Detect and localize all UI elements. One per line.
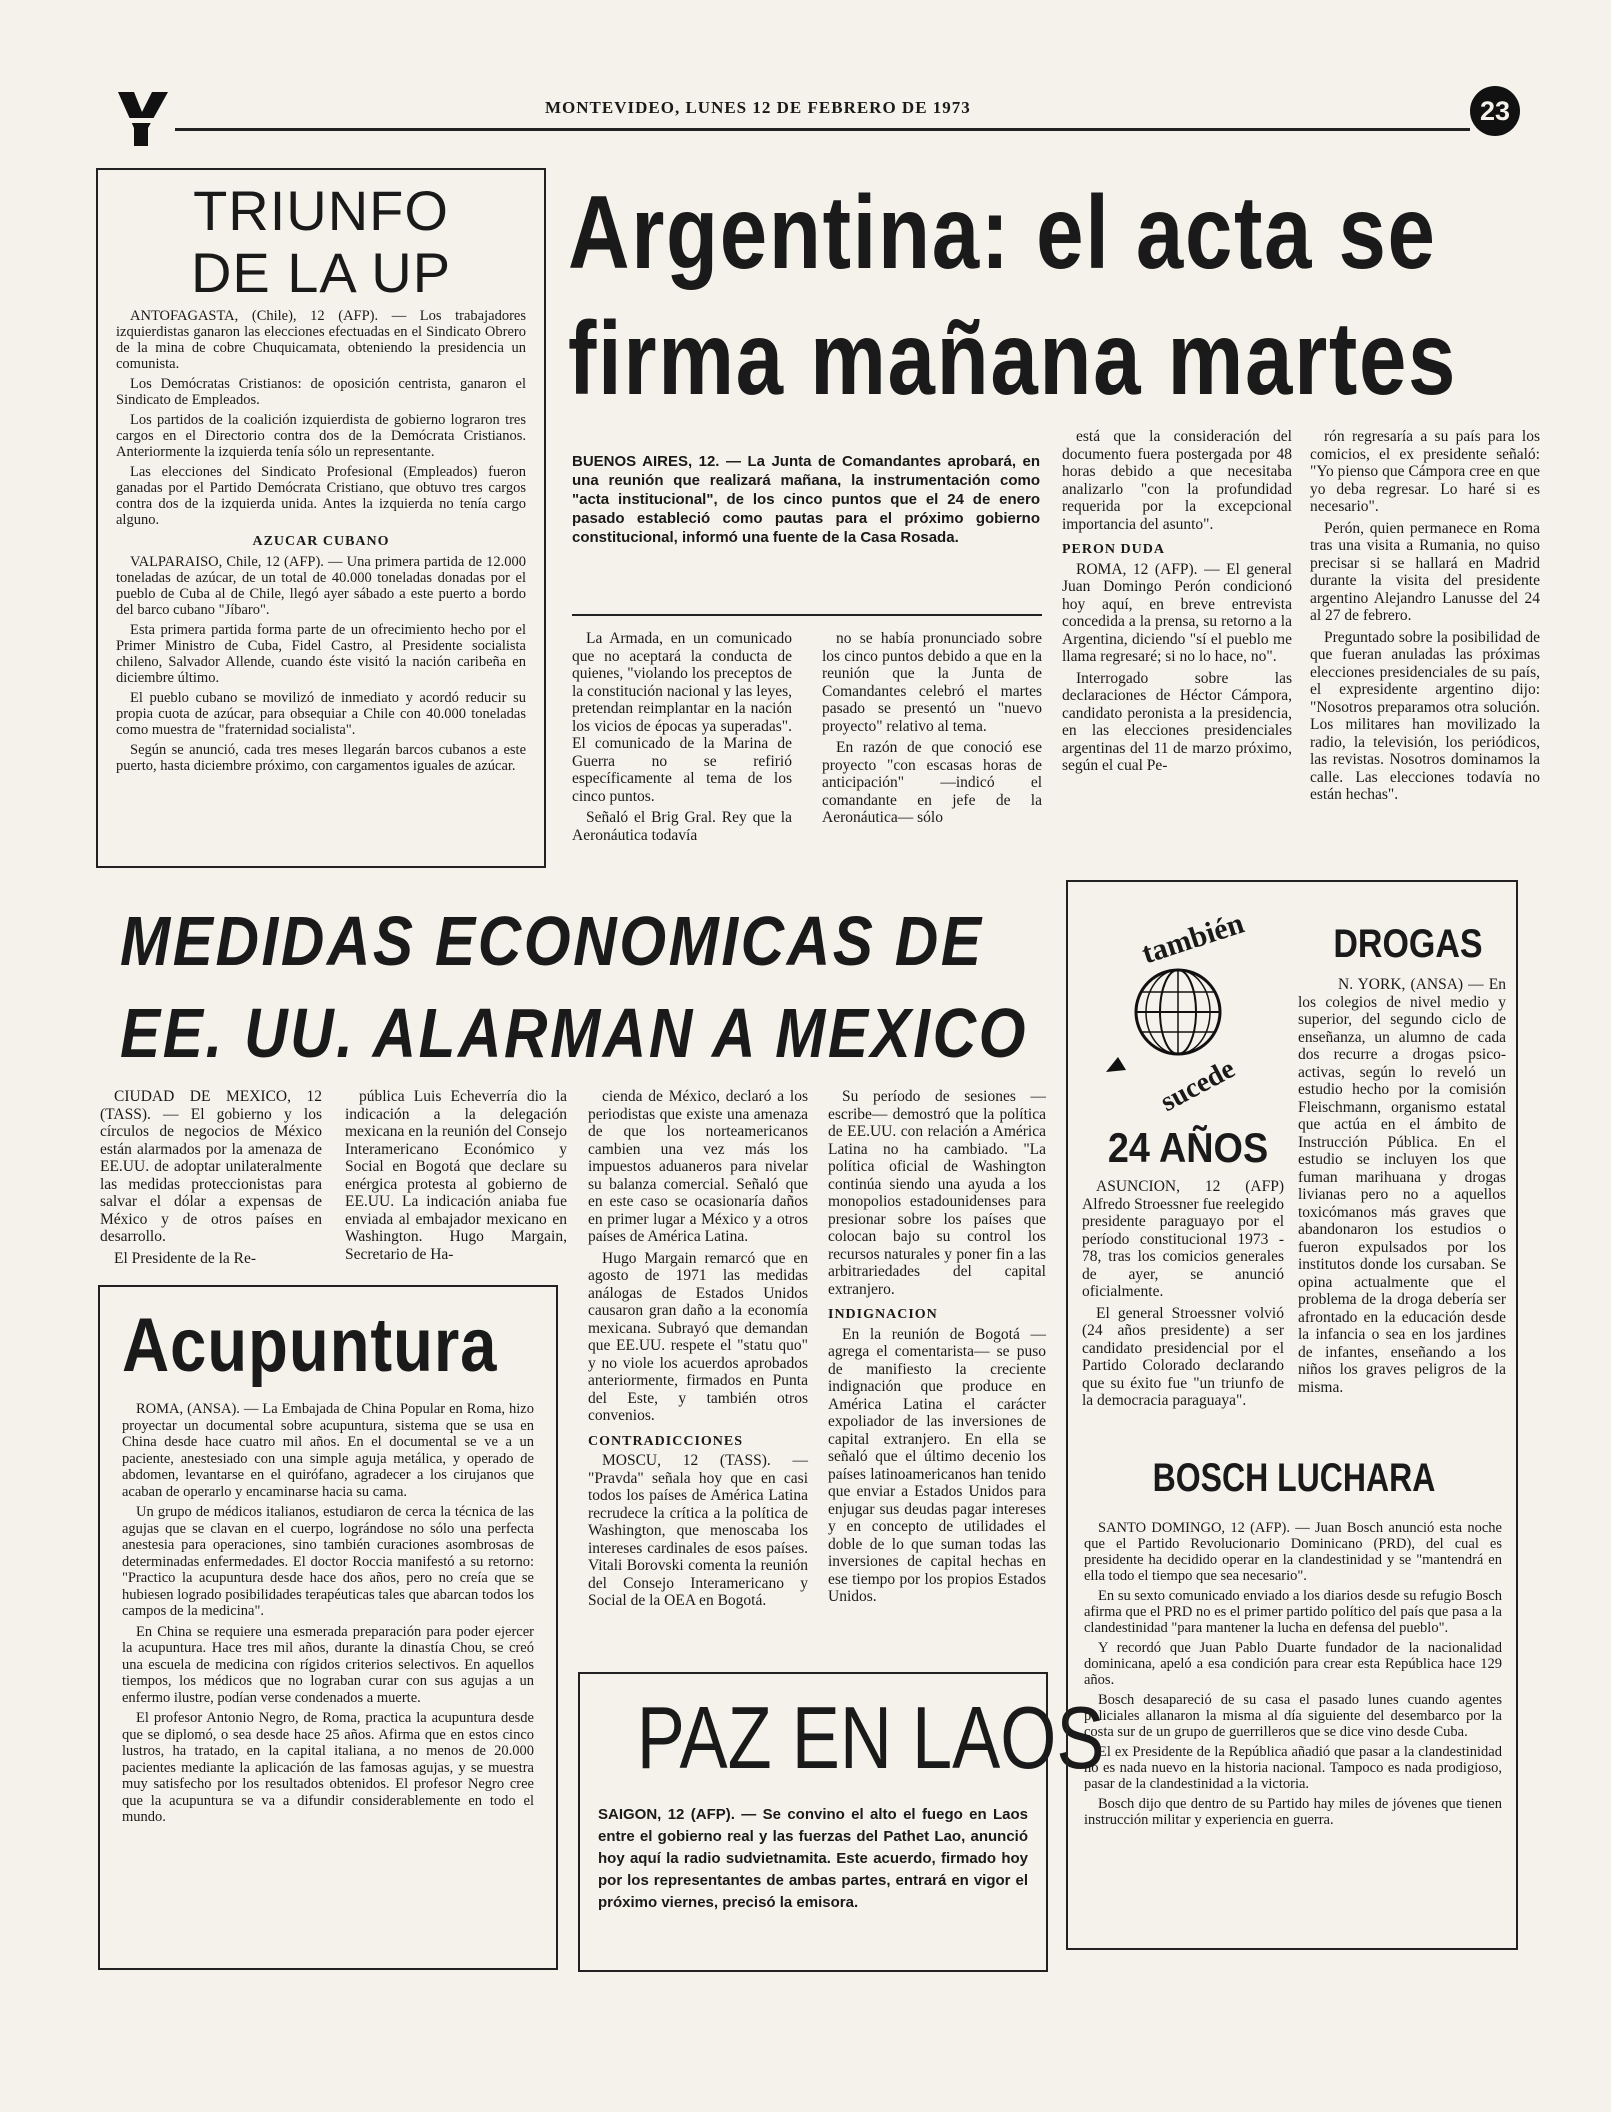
lead-rule (572, 614, 1042, 616)
argentina-col-a: La Armada, en un comunicado que no aceptará la conducta de quienes, "violando los preceptos de la constitución nacional y las leyes, pretendan reimplantar en la nación los vicios de épocas ya superadas". El comunicado de la Marina de Guerra no se refirió específicamente al tema de los cinco puntos. Señaló el Brig Gral. Rey que la Aeronáutica todavía (572, 630, 792, 844)
argentina-col-b: no se había pronunciado sobre los cinco puntos debido a que en la reunión que la Junta de Comandantes celebró el martes pasado se presentó un "nuevo proyecto" relativo al tema. En razón de que conoció ese proyecto "con escasas horas de anticipación" —indicó el comandante en jefe de la Aeronáutica— sólo (822, 630, 1042, 826)
anos-title: 24 AÑOS (1107, 1124, 1269, 1171)
triunfo-body: ANTOFAGASTA, (Chile), 12 (AFP). — Los trabajadores izquierdistas ganaron las elecciones efectuadas en el Sindicato Obrero de la mina de cobre Chuquicamata, obteniendo la presidencia un comunista. Los Demócratas Cristianos: de oposición centrista, ganaron el Sindicato de Empleados. Los partidos de la coalición izquierdista de gobierno lograron tres cargos en el Directorio contra dos de la Demócrata Cristianos. Anteriormente la izquierda tenía sólo un representante. Las elecciones del Sindicato Profesional (Empleados) fueron ganadas por el Partido Demócrata Cristiano, que obtuvo tres cargos contra dos de la izquierda unida. Antes la izquierda no tenía cargo alguno. AZUCAR CUBANO VALPARAISO, Chile, 12 (AFP). — Una primera partida de 12.000 toneladas de azúcar, de un total de 40.000 toneladas donadas por el pueblo de Cuba al de Chile, llegó ayer sábado a este puerto a bordo del barco cubano "Jíbaro". Esta primera partida forma parte de un ofrecimiento hecho por el Primer Ministro de Cuba, Fidel Castro, al Presidente socialista chileno, Salvador Allende, cuando éste visitó la nación caribeña en diciembre último. El pueblo cubano se movilizó de inmediato y acordó reducir su propia cuota de azúcar, para obsequiar a Chile con 40.000 toneladas como muestra de "fraternidad socialista". Según se anunció, cada tres meses llegarán barcos cubanos a este puerto, hasta diciembre próximo, con cargamentos iguales de azúcar. (116, 308, 526, 774)
bosch-body: SANTO DOMINGO, 12 (AFP). — Juan Bosch anunció esta noche que el Partido Revolucionario Dominicano (PRD), del cual es presidente ha decidido operar en la clandestinidad y se "mantendrá en ella todo el tiempo que sea necesario". En su sexto comunicado enviado a los diarios desde su refugio Bosch afirma que el PRD no es el primer partido político del país que pasa a la clandestinidad "para mantener la lucha en defensa del pueblo". Y recordó que Juan Pablo Duarte fundador de la nacionalidad dominicana, apeló a esa condición para crear esta República hace 129 años. Bosch desapareció de su casa el pasado lunes cuando agentes policiales allanaron la misma al día siguiente del desembarco por la costa sur de un grupo de guerrilleros que se dice vino desde Cuba. El ex Presidente de la República añadió que pasar a la clandestinidad no es nada nuevo en la historia nacional. Tampoco es nada prodigioso, pasar de la clandestinidad a la victoria. Bosch dijo que dentro de su Partido hay miles de jóvenes que tienen instrucción militar y experiencia en guerra. (1084, 1520, 1502, 1828)
bosch-headline: BOSCH LUCHARA (1152, 1456, 1436, 1500)
page-number: 23 (1470, 86, 1520, 136)
ya-logo-icon (112, 84, 172, 150)
medidas-col-3: cienda de México, declaró a los periodistas que existe una amenaza de que los norteamericanos cambien una vez más los impuestos aduaneros para nivelar su balanza comercial. Señaló que en este caso se ocasionaría daños en primer lugar a México y a otros países de América Latina. Hugo Margain remarcó que en agosto de 1971 las medidas análogas de Estados Unidos causaron gran daño a la economía mexicana. Subrayó que demandan que EE.UU. respete el "statu quo" y no viole los acuerdos aprobados anteriormente, firmados en Punta del Este, y también otros convenios. CONTRADICCIONES MOSCU, 12 (TASS). — "Pravda" señala hoy que en casi todos los países de América Latina recrudece la crítica a la política de Washington, que menoscaba los intereses cardinales de esos países. Vitali Borovski comenta la reunión del Consejo Interamericano y Social de la OEA en Bogotá. (588, 1088, 808, 1609)
acupuntura-headline: Acupuntura (122, 1303, 498, 1388)
tambien-logo-top: también (1137, 906, 1248, 971)
indignacion-subhead: INDIGNACION (828, 1307, 938, 1322)
medidas-col-1: CIUDAD DE MEXICO, 12 (TASS). — El gobierno y los círculos de negocios de México están alarmados por la amenaza de EE.UU. de adoptar unilateralmente las medidas proteccionistas para salvar el dólar a expensas de México y de otros países en desarrollo. El Presidente de la Re- (100, 1088, 322, 1267)
triunfo-box (96, 168, 546, 868)
medidas-col-4: Su período de sesiones —escribe— demostró que la política de EE.UU. con relación a América Latina no ha cambiado. "La política oficial de Washington continúa siendo una ayuda a los monopolios estadounidenses para presionar sobre los países que colocan bajo su control los recursos naturales y poner fin a las arbitrariedades del capital extranjero. INDIGNACION En la reunión de Bogotá —agrega el comentarista— se puso de manifiesto la creciente indignación que produce en América Latina el carácter expoliador de las inversiones de capital extranjero. En ella se señaló que el último decenio los países latinoamericanos han tenido que enviar a Estados Unidos para enjugar sus deudas pagar intereses y en concepto de utilidades el doble de lo que suman todas las inversiones de capital hechas en ese tiempo por los propios Estados Unidos. (828, 1088, 1046, 1605)
tambien-logo-bottom: sucede (1155, 1053, 1241, 1118)
header-rule (175, 128, 1470, 131)
tambien-box (1066, 880, 1518, 1950)
anos-body: ASUNCION, 12 (AFP) Alfredo Stroessner fue reelegido presidente paraguayo por el período constitucional 1973 - 78, tras los comicios generales de ayer, se anunció oficialmente. El general Stroessner volvió (24 años presidente) a ser candidato presidencial por el Partido Colorado declarando que su éxito fue "un triunfo de la democracia paraguaya". (1082, 1178, 1284, 1409)
masthead-logo (112, 84, 172, 150)
drogas-title: DROGAS (1333, 922, 1483, 966)
argentina-headline: Argentina: el acta se firma mañana martes (568, 175, 1458, 417)
peron-subhead: PERON DUDA (1062, 542, 1165, 557)
medidas-headline: MEDIDAS ECONOMICAS DE EE. UU. ALARMAN A MEXICO (120, 902, 1029, 1072)
dateline: MONTEVIDEO, LUNES 12 DE FEBRERO DE 1973 (545, 98, 971, 117)
laos-box (578, 1672, 1105, 1972)
laos-body: SAIGON, 12 (AFP). — Se convino el alto el fuego en Laos entre el gobierno real y las fuerzas del Pathet Lao, anunció hoy aquí la radio sudvietnamita. Este acuerdo, firmado hoy por los representantes de ambas partes, entrará en vigor el próximo viernes, precisó la emisora. (598, 1806, 1028, 1911)
drogas-body: N. YORK, (ANSA) — En los colegios de nivel medio y superior, del segundo ciclo de enseñanza, un alumno de cada dos recurre a drogas psico-activas, según lo reveló un estudio hecho por la comisión Fleischmann, organismo estatal que actúa en el ámbito de Instrucción Pública. En el estudio se incluyen los que fuman marihuana y drogas livianas pero no a aquellos toxicómanos más graves que abandonaron los estudios o fueron expulsados por los institutos donde los cursaban. Se opina actualmente que el problema de la droga debería ser afrontado en la educación desde la infancia o sea en los jardines de infantes, enseñando a los niños los graves peligros de la misma. (1298, 976, 1506, 1396)
azucar-subhead: AZUCAR CUBANO (252, 534, 390, 549)
medidas-col-2: pública Luis Echeverría dio la indicación a la delegación mexicana en la reunión del Consejo Interamericano Económico y Social en Bogotá que declare su enérgica protesta al gobierno de EE.UU. La indicación aniaba fue enviada al embajador mexicano en Washington. Hugo Margain, Secretario de Ha- (345, 1088, 567, 1263)
triunfo-title: TRIUNFO DE LA UP (190, 179, 452, 304)
contradicciones-subhead: CONTRADICCIONES (588, 1433, 744, 1449)
laos-headline: PAZ EN LAOS (636, 1688, 1105, 1787)
argentina-lead: BUENOS AIRES, 12. — La Junta de Comandantes aprobará, en una reunión que realizará mañana, la instrumentación como "acta institucional", de los cinco puntos que el 24 de enero pasado estableció como pautas para el próximo gobierno constitucional, informó una fuente de la Casa Rosada. (572, 453, 1040, 546)
argentina-col-c: está que la consideración del documento fuera postergada por 48 horas debido a que necesitaba analizarlo "con la profundidad requerida por la excepcional importancia del asunto". PERON DUDA ROMA, 12 (AFP). — El general Juan Domingo Perón condicionó hoy aquí, en breve entrevista concedida a la prensa, su retorno a la Argentina, diciendo "sí el pueblo me llama regresaré; si no lo hace, no". Interrogado sobre las declaraciones de Héctor Cámpora, candidato peronista a la presidencia, en las elecciones presidenciales argentinas del 11 de marzo próximo, según el cual Pe- (1062, 428, 1292, 774)
acupuntura-body: ROMA, (ANSA). — La Embajada de China Popular en Roma, hizo proyectar un documental sobre acupuntura, sistema que se usa en China desde hace cuatro mil años. En el documental se ve a un paciente, anestesiado con una simple aguja metálica, y operado de abdomen, levantarse en el quirófano, agradecer a los cirujanos que acaban de operarlo y encaminarse hacia su cama. Un grupo de médicos italianos, estudiaron de cerca la técnica de las agujas que se clavan en el cuerpo, lográndose no sólo una perfecta anestesia para operaciones, sino también curaciones asombrosas de determinadas enfermedades. El doctor Roccia manifestó a su retorno: "Practico la acupuntura desde hace dos años, pero no creía que se hubiesen logrado posibilidades terapéuticas tales que abarcan todos los campos de la medicina". En China se requiere una esmerada preparación para poder ejercer la acupuntura. Hace tres mil años, durante la dinastía Chou, se creó una escuela de medicina con rígidos criterios selectivos. En aquellos tiempos, los médicos que no lograban curar con sus agujas a un enfermo ilustre, podían verse condenados a muerte. El profesor Antonio Negro, de Roma, practica la acupuntura desde que se diplomó, o sea desde hace 25 años. Afirma que en estos cinco lustros, ha tratado, en la capital italiana, a no menos de 20.000 pacientes mediante la aplicación de las famosas agujas, y se muestra muy satisfecho por los resultados obtenidos. El profesor Negro cree que la acupuntura se va a difundir considerablemente en todo el mundo. (122, 1401, 534, 1825)
argentina-col-d: rón regresaría a su país para los comicios, el ex presidente señaló: "Yo pienso que Cámpora cree en que yo deba regresar. Lo haré si es necesario". Perón, quien permanece en Roma tras una visita a Rumania, no quiso precisar si se hallará en Madrid durante la visita del presidente argentino Alejandro Lanusse del 24 al 27 de febrero. Preguntado sobre la posibilidad de que fueran anuladas las próximas elecciones presidenciales de su país, el expresidente argentino dijo: "Nosotros preparamos otra solución. Los militares han movilizado la radio, la televisión, los periódicos, las revistas. Nosotros dominamos la calle. Las elecciones todavía no están hechas". (1310, 428, 1540, 803)
acupuntura-box (98, 1285, 558, 1970)
